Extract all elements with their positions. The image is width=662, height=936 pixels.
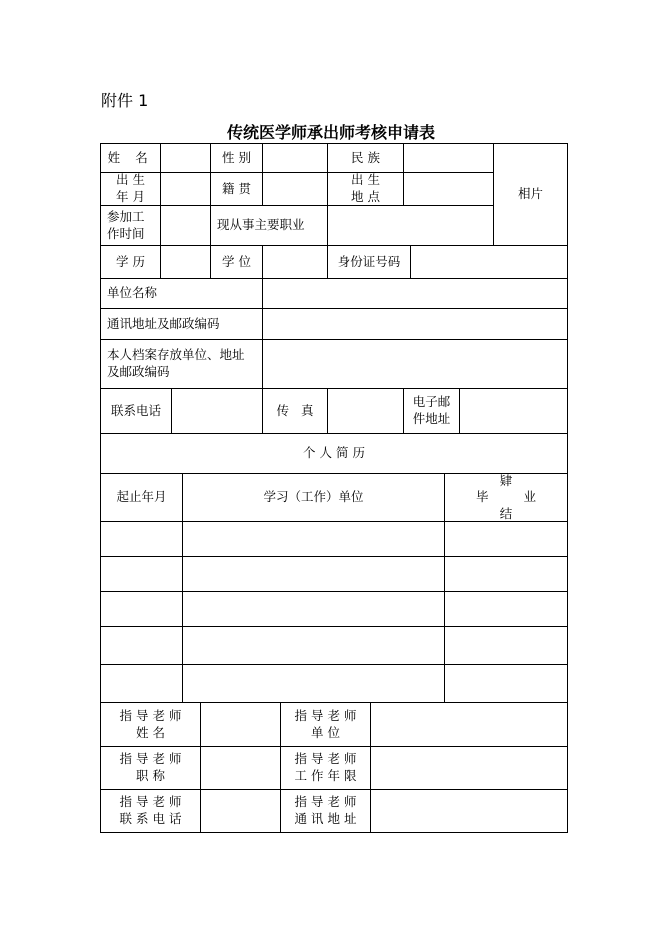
resume-unit-cell[interactable] <box>182 591 445 627</box>
label-current-job: 现从事主要职业 <box>210 205 328 246</box>
attachment-label: 附件 1 <box>101 91 149 110</box>
label-mentor-name: 指 导 老 师 姓 名 <box>100 702 201 747</box>
label-education: 学 历 <box>100 245 161 279</box>
degree-field[interactable] <box>262 245 328 279</box>
label-period: 起止年月 <box>100 473 183 522</box>
resume-period-cell[interactable] <box>100 626 183 665</box>
resume-status-cell[interactable] <box>444 626 568 665</box>
photo-box[interactable]: 相片 <box>493 143 568 246</box>
mentor-phone-field[interactable] <box>200 789 281 833</box>
label-mentor-unit: 指 导 老 师 单 位 <box>280 702 371 747</box>
label-mentor-years: 指 导 老 师 工 作 年 限 <box>280 746 371 790</box>
id-number-field[interactable] <box>410 245 568 279</box>
fax-field[interactable] <box>327 388 404 434</box>
label-email: 电子邮 件地址 <box>403 388 460 434</box>
resume-status-cell[interactable] <box>444 521 568 557</box>
label-fax: 传 真 <box>262 388 328 434</box>
label-mentor-title: 指 导 老 师 职 称 <box>100 746 201 790</box>
resume-period-cell[interactable] <box>100 521 183 557</box>
label-phone: 联系电话 <box>100 388 172 434</box>
label-archive: 本人档案存放单位、地址 及邮政编码 <box>100 339 263 389</box>
label-employer: 单位名称 <box>100 278 263 309</box>
resume-period-cell[interactable] <box>100 591 183 627</box>
form-title: 传统医学师承出师考核申请表 <box>226 123 435 142</box>
label-id-number: 身份证号码 <box>327 245 411 279</box>
resume-unit-cell[interactable] <box>182 521 445 557</box>
resume-status-cell[interactable] <box>444 556 568 592</box>
mentor-address-field[interactable] <box>370 789 568 833</box>
label-mentor-phone: 指 导 老 师 联 系 电 话 <box>100 789 201 833</box>
resume-period-cell[interactable] <box>100 664 183 703</box>
resume-heading: 个 人 简 历 <box>100 433 568 474</box>
email-field[interactable] <box>459 388 568 434</box>
label-gender: 性 别 <box>210 143 263 173</box>
mentor-name-field[interactable] <box>200 702 281 747</box>
label-birthplace: 出 生 地 点 <box>327 172 404 206</box>
name-field[interactable] <box>160 143 211 173</box>
label-address: 通讯地址及邮政编码 <box>100 308 263 340</box>
label-completion-status: 肄 毕 业 结 <box>444 473 568 522</box>
label-birth-date: 出 生 年 月 <box>100 172 161 206</box>
native-place-field[interactable] <box>262 172 328 206</box>
birth-date-field[interactable] <box>160 172 211 206</box>
label-degree: 学 位 <box>210 245 263 279</box>
resume-unit-cell[interactable] <box>182 626 445 665</box>
label-ethnicity: 民 族 <box>327 143 404 173</box>
current-job-field[interactable] <box>327 205 494 246</box>
ethnicity-field[interactable] <box>403 143 494 173</box>
resume-status-cell[interactable] <box>444 664 568 703</box>
label-study-unit: 学习（工作）单位 <box>182 473 445 522</box>
gender-field[interactable] <box>262 143 328 173</box>
mentor-title-field[interactable] <box>200 746 281 790</box>
birthplace-field[interactable] <box>403 172 494 206</box>
mentor-unit-field[interactable] <box>370 702 568 747</box>
employer-field[interactable] <box>262 278 568 309</box>
education-field[interactable] <box>160 245 211 279</box>
phone-field[interactable] <box>171 388 263 434</box>
label-work-start: 参加工 作时间 <box>100 205 161 246</box>
label-name: 姓 名 <box>100 143 161 173</box>
resume-period-cell[interactable] <box>100 556 183 592</box>
resume-status-cell[interactable] <box>444 591 568 627</box>
label-native-place: 籍 贯 <box>210 172 263 206</box>
address-field[interactable] <box>262 308 568 340</box>
mentor-years-field[interactable] <box>370 746 568 790</box>
work-start-field[interactable] <box>160 205 211 246</box>
label-mentor-address: 指 导 老 师 通 讯 地 址 <box>280 789 371 833</box>
resume-unit-cell[interactable] <box>182 664 445 703</box>
archive-field[interactable] <box>262 339 568 389</box>
resume-unit-cell[interactable] <box>182 556 445 592</box>
